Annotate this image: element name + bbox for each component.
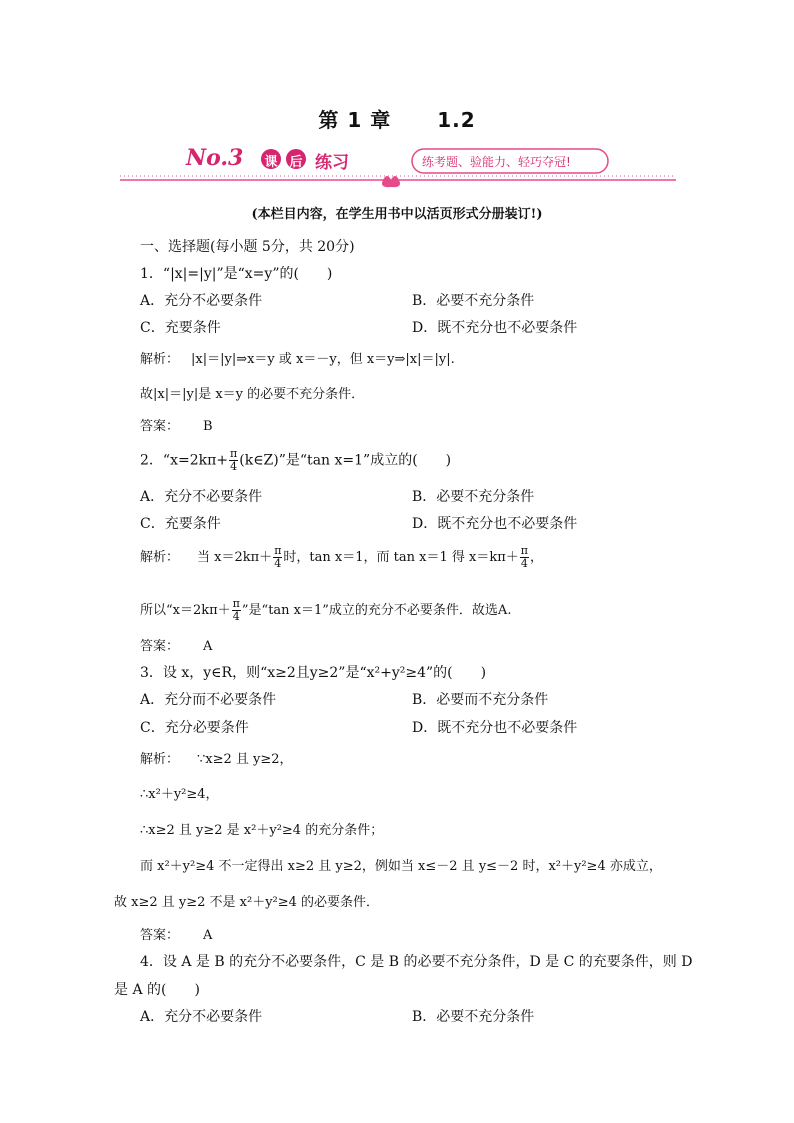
q2-answer-value: A <box>203 639 213 654</box>
q2-option-d: D．既不充分也不必要条件 <box>412 516 578 532</box>
q1-analysis-label: 解析： <box>140 352 180 367</box>
q3-option-a: A．充分而不必要条件 <box>140 692 277 708</box>
frac-den: 4 <box>230 460 238 473</box>
q3-analysis-line-2: ∴x²＋y²≥4， <box>140 787 219 802</box>
q3-answer-label: 答案： <box>140 928 180 943</box>
exercise-number: No.3 <box>186 145 244 171</box>
q3-option-b: B．必要而不充分条件 <box>412 692 549 708</box>
heart-icon <box>382 176 400 187</box>
q4-option-b: B．必要不充分条件 <box>412 1009 535 1025</box>
q3-analysis-label: 解析： <box>140 752 180 767</box>
q2-stem <box>140 448 451 473</box>
q3-analysis <box>140 751 293 769</box>
binding-note: (本栏目内容，在学生用书中以活页形式分册装订!) <box>251 207 543 222</box>
q2-conclusion-pre: 所以“x＝2kπ＋ <box>140 603 231 618</box>
frac-num: π <box>520 544 528 557</box>
q2-option-c: C．充要条件 <box>140 516 221 532</box>
q2-conclusion-post: ”是“tan x＝1”成立的充分不必要条件．故选A. <box>241 603 512 618</box>
q3-option-d: D．既不充分也不必要条件 <box>412 720 578 736</box>
q2-analysis-mid: 时，tan x＝1，而 tan x＝1 得 x＝kπ＋ <box>283 550 519 565</box>
q2-analysis-frac-1 <box>273 545 282 570</box>
q2-fraction <box>229 448 238 473</box>
q3-answer-value: A <box>203 928 213 943</box>
banner-hou: 后 <box>289 155 303 170</box>
q2-conclusion <box>140 598 511 623</box>
chapter-label: 第 1 章 <box>318 108 392 132</box>
q3-analysis-line-5: 故 x≥2 且 y≥2 不是 x²＋y²≥4 的必要条件． <box>114 895 380 910</box>
q1-analysis-text: |x|＝|y|⇒x＝y 或 x＝－y，但 x＝y⇒|x|＝|y|. <box>191 352 455 367</box>
q4-option-a: A．充分不必要条件 <box>140 1009 263 1025</box>
q3-analysis-line-4: 而 x²＋y²≥4 不一定得出 x≥2 且 y≥2，例如当 x≤－2 且 y≤－2 时，x²＋y²≥4 亦成立， <box>140 859 662 874</box>
frac-num: π <box>232 597 240 610</box>
q1-option-c: C．充要条件 <box>140 320 221 336</box>
q2-answer-label: 答案： <box>140 639 180 654</box>
q3-analysis-line-1: ∵x≥2 且 y≥2， <box>197 752 293 767</box>
banner-ke: 课 <box>264 155 278 170</box>
q1-answer-value: B <box>203 419 213 434</box>
section-title: 一、选择题(每小题 5分，共 20分) <box>140 239 355 255</box>
section-number: 1.2 <box>437 108 476 132</box>
q2-analysis <box>140 545 543 570</box>
banner-slogan: 练考题、验能力、轻巧夺冠! <box>422 155 571 169</box>
frac-den: 4 <box>232 610 240 623</box>
q1-option-d: D．既不充分也不必要条件 <box>412 320 578 336</box>
q2-stem-post: (k∈Z)”是“tan x=1”成立的( ) <box>239 452 452 469</box>
q3-analysis-line-3: ∴x≥2 且 y≥2 是 x²＋y²≥4 的充分条件； <box>140 823 384 838</box>
q1-analysis <box>140 351 455 369</box>
frac-den: 4 <box>520 557 528 570</box>
q2-option-a: A．充分不必要条件 <box>140 489 263 505</box>
q2-stem-pre: 2．“x=2kπ+ <box>140 452 229 469</box>
q3-answer <box>140 927 212 945</box>
q2-answer <box>140 638 212 656</box>
q4-stem-line-1: 4．设 A 是 B 的充分不必要条件，C 是 B 的必要不充分条件，D 是 C 的充要条件，则 D <box>140 954 693 970</box>
q1-answer-label: 答案： <box>140 419 180 434</box>
banner-lianxi: 练习 <box>315 153 349 173</box>
q1-conclusion: 故|x|＝|y|是 x＝y 的必要不充分条件． <box>140 387 365 402</box>
frac-den: 4 <box>274 557 282 570</box>
q1-option-a: A．充分不必要条件 <box>140 293 263 309</box>
q2-conclusion-frac <box>232 598 241 623</box>
frac-num: π <box>230 447 238 460</box>
q4-stem-line-2: 是 A 的( ) <box>114 982 200 998</box>
q2-analysis-frac-2 <box>520 545 529 570</box>
q3-option-c: C．充分必要条件 <box>140 720 249 736</box>
q2-option-b: B．必要不充分条件 <box>412 489 535 505</box>
q3-stem: 3．设 x，y∈R，则“x≥2且y≥2”是“x²+y²≥4”的( ) <box>140 665 487 681</box>
page-title <box>0 104 794 133</box>
q2-analysis-post: ， <box>529 550 543 565</box>
exercise-banner <box>120 142 676 190</box>
q2-analysis-label: 解析： <box>140 550 180 565</box>
q1-answer <box>140 418 213 436</box>
q2-analysis-pre: 当 x＝2kπ＋ <box>197 550 273 565</box>
q1-option-b: B．必要不充分条件 <box>412 293 535 309</box>
frac-num: π <box>274 544 282 557</box>
q1-stem: 1．“|x|=|y|”是“x=y”的( ) <box>140 266 333 282</box>
